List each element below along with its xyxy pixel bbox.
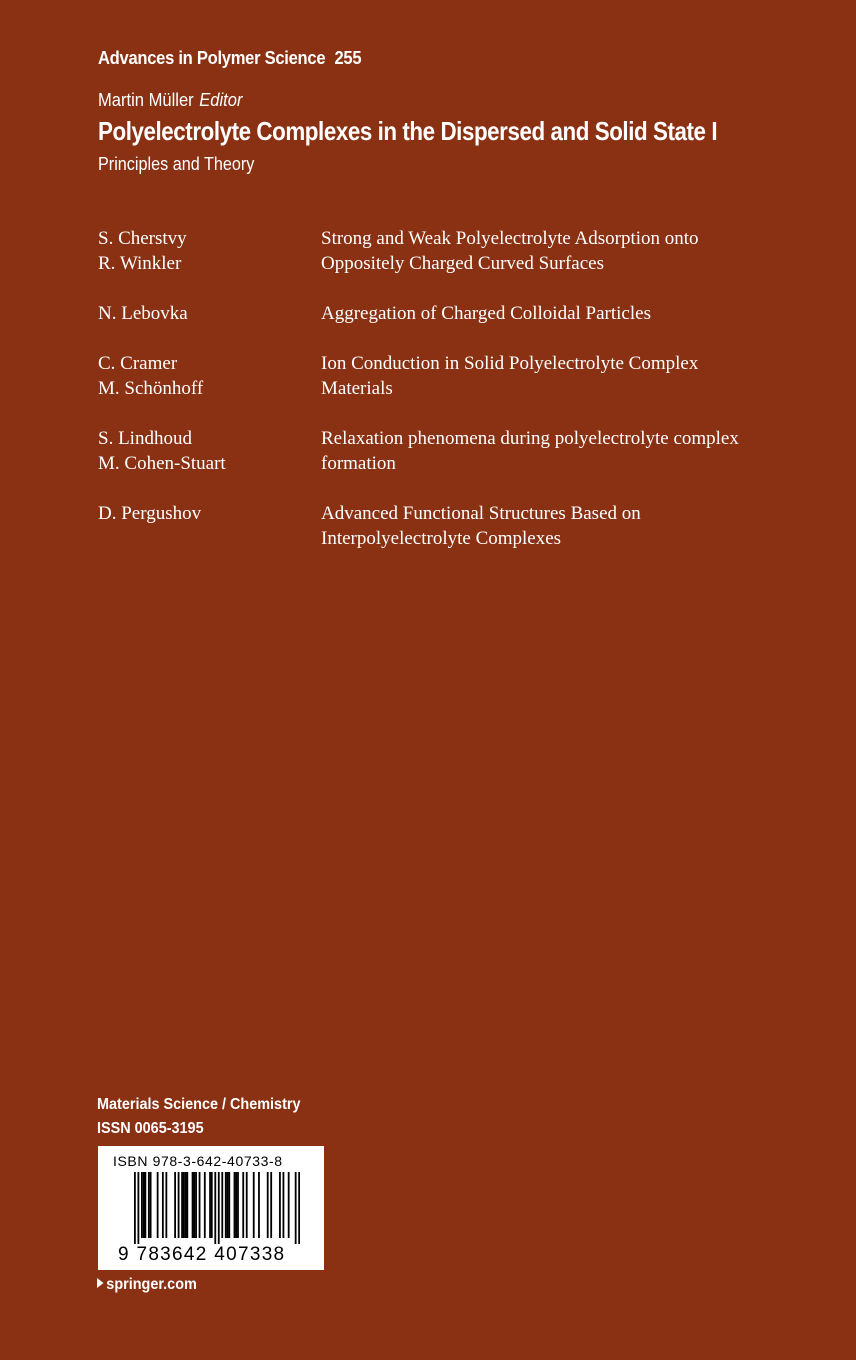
entry-authors <box>98 501 321 551</box>
chapter-title-line: Oppositely Charged Curved Surfaces <box>321 253 605 274</box>
barcode-bar <box>144 1172 146 1238</box>
triangle-right-icon <box>97 1278 104 1288</box>
barcode-bar <box>148 1172 150 1238</box>
barcode-bar <box>195 1172 197 1238</box>
author: D. Pergushov <box>98 503 202 524</box>
isbn-text: ISBN 978-3-642-40733-8 <box>113 1153 283 1169</box>
barcode-bar <box>209 1172 211 1238</box>
barcode-bar <box>143 1172 145 1238</box>
barcode-bar <box>214 1172 216 1244</box>
barcode-bar <box>270 1172 272 1238</box>
subject-category: Materials Science / Chemistry <box>97 1096 301 1113</box>
author: S. Cherstvy <box>98 228 187 249</box>
publisher-link[interactable] <box>97 1276 197 1294</box>
barcode-bar <box>227 1172 229 1238</box>
chapter-title-line: Advanced Functional Structures Based on <box>321 503 641 524</box>
barcode-bar <box>242 1172 244 1238</box>
barcode-bar <box>150 1172 152 1238</box>
barcode-bar <box>225 1172 227 1238</box>
series-volume: 255 <box>334 48 362 68</box>
publisher-url: springer.com <box>106 1276 197 1293</box>
entry-authors <box>98 301 321 326</box>
barcode-bar <box>141 1172 143 1238</box>
chapter-title-line: formation <box>321 453 396 474</box>
barcode-digits: 9 783642 407338 <box>118 1244 286 1265</box>
barcode-bar <box>186 1172 188 1238</box>
barcode-bar <box>192 1172 194 1238</box>
entry-authors <box>98 426 321 476</box>
entry-title <box>321 501 781 551</box>
contents-entry <box>98 226 798 276</box>
barcode-bar <box>181 1172 183 1238</box>
barcode-icon <box>134 1172 300 1244</box>
entry-title <box>321 226 781 276</box>
chapter-title-line: Ion Conduction in Solid Polyelectrolyte Complex <box>321 353 699 374</box>
barcode-bar <box>134 1172 136 1244</box>
barcode-bar <box>267 1172 269 1238</box>
chapter-title-line: Relaxation phenomena during polyelectrolyte complex <box>321 428 739 449</box>
author: N. Lebovka <box>98 303 188 324</box>
editor-line <box>98 90 242 111</box>
author: M. Schönhoff <box>98 378 204 399</box>
issn-number: ISSN 0065-3195 <box>97 1120 204 1137</box>
editor-role: Editor <box>199 90 243 110</box>
entry-title <box>321 351 781 401</box>
barcode-bar <box>178 1172 180 1238</box>
entry-title <box>321 426 781 476</box>
barcode-bar <box>157 1172 159 1238</box>
author: R. Winkler <box>98 253 182 274</box>
entry-authors <box>98 226 321 276</box>
chapter-title-line: Aggregation of Charged Colloidal Particles <box>321 303 651 324</box>
book-subtitle: Principles and Theory <box>98 154 255 174</box>
barcode-bar <box>258 1172 260 1238</box>
barcode-bar <box>199 1172 201 1238</box>
author: S. Lindhoud <box>98 428 192 449</box>
barcode-bar <box>295 1172 297 1244</box>
contents-entry <box>98 426 798 476</box>
barcode-bar <box>237 1172 239 1238</box>
editor-name: Martin Müller <box>98 90 194 110</box>
barcode-bar <box>279 1172 281 1238</box>
contents-entry <box>98 301 798 326</box>
author: M. Cohen-Stuart <box>98 453 226 474</box>
barcode-panel <box>98 1146 324 1270</box>
barcode-bar <box>185 1172 187 1238</box>
barcode-bar <box>165 1172 167 1238</box>
barcode-bar <box>298 1172 300 1244</box>
barcode-bar <box>235 1172 237 1238</box>
barcode-bar <box>218 1172 220 1244</box>
barcode-bar <box>162 1172 164 1238</box>
barcode-bar <box>234 1172 236 1238</box>
series-name: Advances in Polymer Science <box>98 48 326 68</box>
barcode-bar <box>204 1172 206 1238</box>
barcode-bar <box>221 1172 223 1238</box>
barcode-bar <box>211 1172 213 1238</box>
chapter-title-line: Strong and Weak Polyelectrolyte Adsorption onto <box>321 228 699 249</box>
barcode-bar <box>246 1172 248 1238</box>
barcode-bar <box>228 1172 230 1238</box>
contents-entry <box>98 351 798 401</box>
author: C. Cramer <box>98 353 178 374</box>
entry-authors <box>98 351 321 401</box>
barcode-bar <box>137 1172 139 1244</box>
barcode-bar <box>183 1172 185 1238</box>
chapter-title-line: Interpolyelectrolyte Complexes <box>321 528 562 549</box>
contents-list <box>98 226 798 576</box>
chapter-title-line: Materials <box>321 378 393 399</box>
barcode-bar <box>193 1172 195 1238</box>
contents-entry <box>98 501 798 551</box>
barcode-bar <box>253 1172 255 1238</box>
series-line <box>98 48 361 69</box>
barcode-bar <box>288 1172 290 1238</box>
barcode-bar <box>174 1172 176 1238</box>
entry-title <box>321 301 781 326</box>
barcode-bar <box>283 1172 285 1238</box>
book-title: Polyelectrolyte Complexes in the Dispersed and Solid State I <box>98 116 718 146</box>
